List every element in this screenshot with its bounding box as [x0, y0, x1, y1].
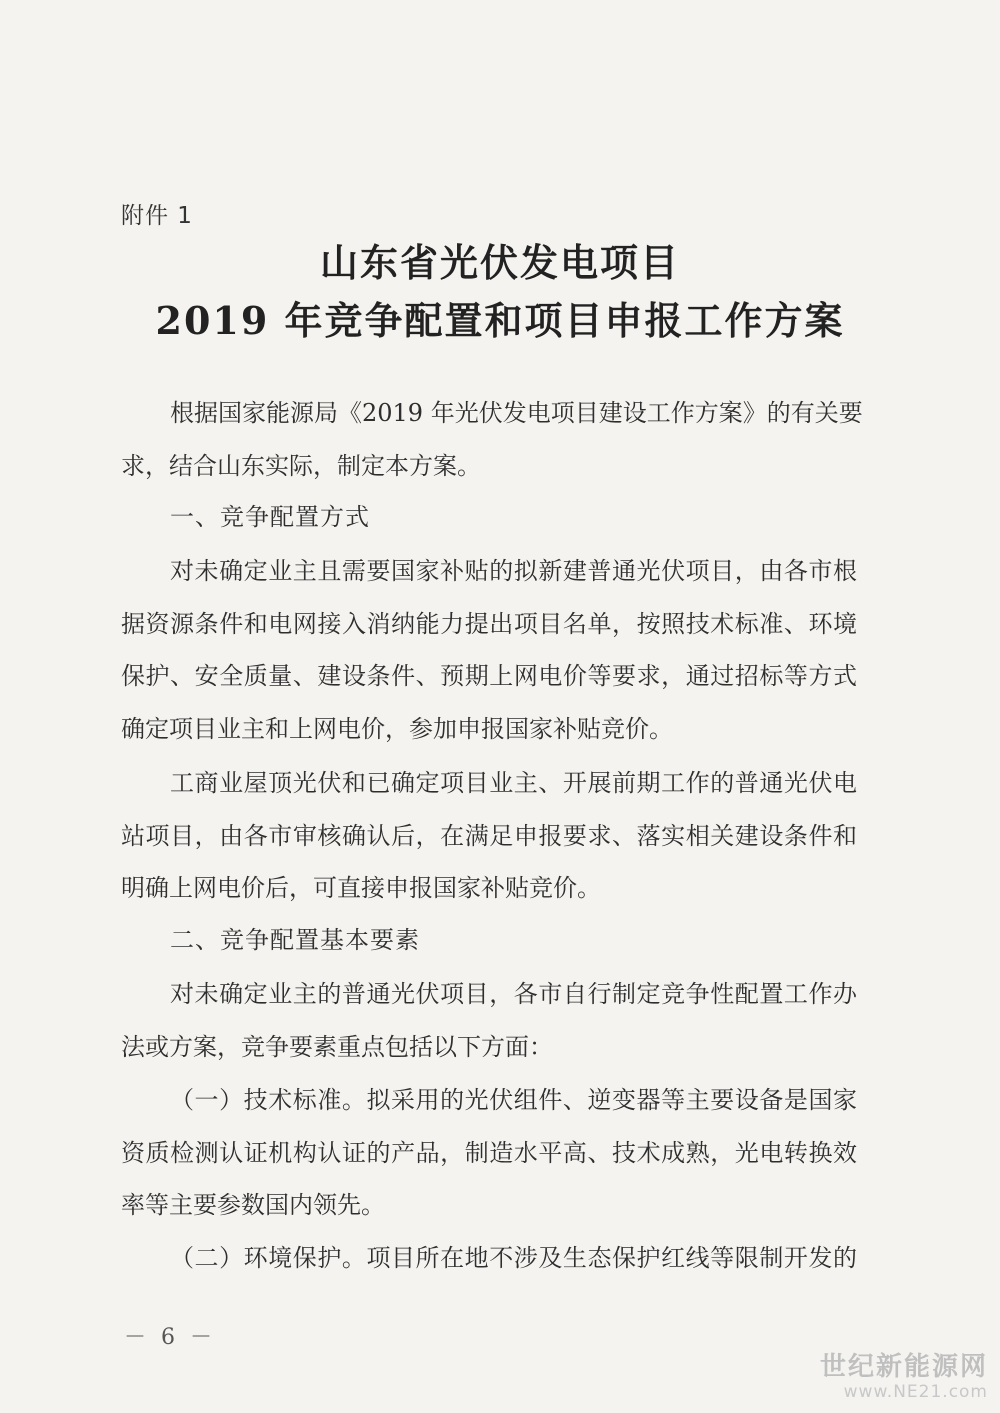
- intro-line-2: 求，结合山东实际，制定本方案。: [121, 452, 481, 480]
- para-2-line-1: 工商业屋顶光伏和已确定项目业主、开展前期工作的普通光伏电: [170, 769, 857, 797]
- section-1-heading: 一、竞争配置方式: [170, 503, 370, 531]
- watermark: [820, 1352, 988, 1402]
- intro-line-1: 根据国家能源局《2019 年光伏发电项目建设工作方案》的有关要: [170, 399, 863, 427]
- item-1-line-3: 率等主要参数国内领先。: [121, 1191, 385, 1219]
- title-line-2: 2019 年竞争配置和项目申报工作方案: [155, 298, 845, 343]
- para-3-line-2: 法或方案，竞争要素重点包括以下方面：: [121, 1033, 553, 1061]
- item-2-line-1: （二）环境保护。项目所在地不涉及生态保护红线等限制开发的: [170, 1244, 857, 1272]
- para-1-line-4: 确定项目业主和上网电价，参加申报国家补贴竞价。: [121, 715, 673, 743]
- title-line-1: 山东省光伏发电项目: [319, 240, 680, 285]
- para-2-line-3: 明确上网电价后，可直接申报国家补贴竞价。: [121, 874, 601, 902]
- page-number: － 6 －: [124, 1325, 216, 1350]
- para-2-line-2: 站项目，由各市审核确认后，在满足申报要求、落实相关建设条件和: [121, 822, 857, 850]
- section-2-heading: 二、竞争配置基本要素: [170, 926, 420, 954]
- para-1-line-2: 据资源条件和电网接入消纳能力提出项目名单，按照技术标准、环境: [121, 610, 857, 638]
- watermark-name: 世纪新能源网: [819, 1352, 988, 1382]
- para-1-line-3: 保护、安全质量、建设条件、预期上网电价等要求，通过招标等方式: [121, 662, 857, 690]
- watermark-url: www.NE21.com: [843, 1382, 988, 1402]
- item-1-line-1: （一）技术标准。拟采用的光伏组件、逆变器等主要设备是国家: [170, 1086, 857, 1114]
- para-3-line-1: 对未确定业主的普通光伏项目，各市自行制定竞争性配置工作办: [170, 980, 857, 1008]
- para-1-line-1: 对未确定业主且需要国家补贴的拟新建普通光伏项目，由各市根: [170, 557, 857, 585]
- item-1-line-2: 资质检测认证机构认证的产品，制造水平高、技术成熟，光电转换效: [121, 1139, 857, 1167]
- annex-label: 附件 1: [121, 203, 193, 229]
